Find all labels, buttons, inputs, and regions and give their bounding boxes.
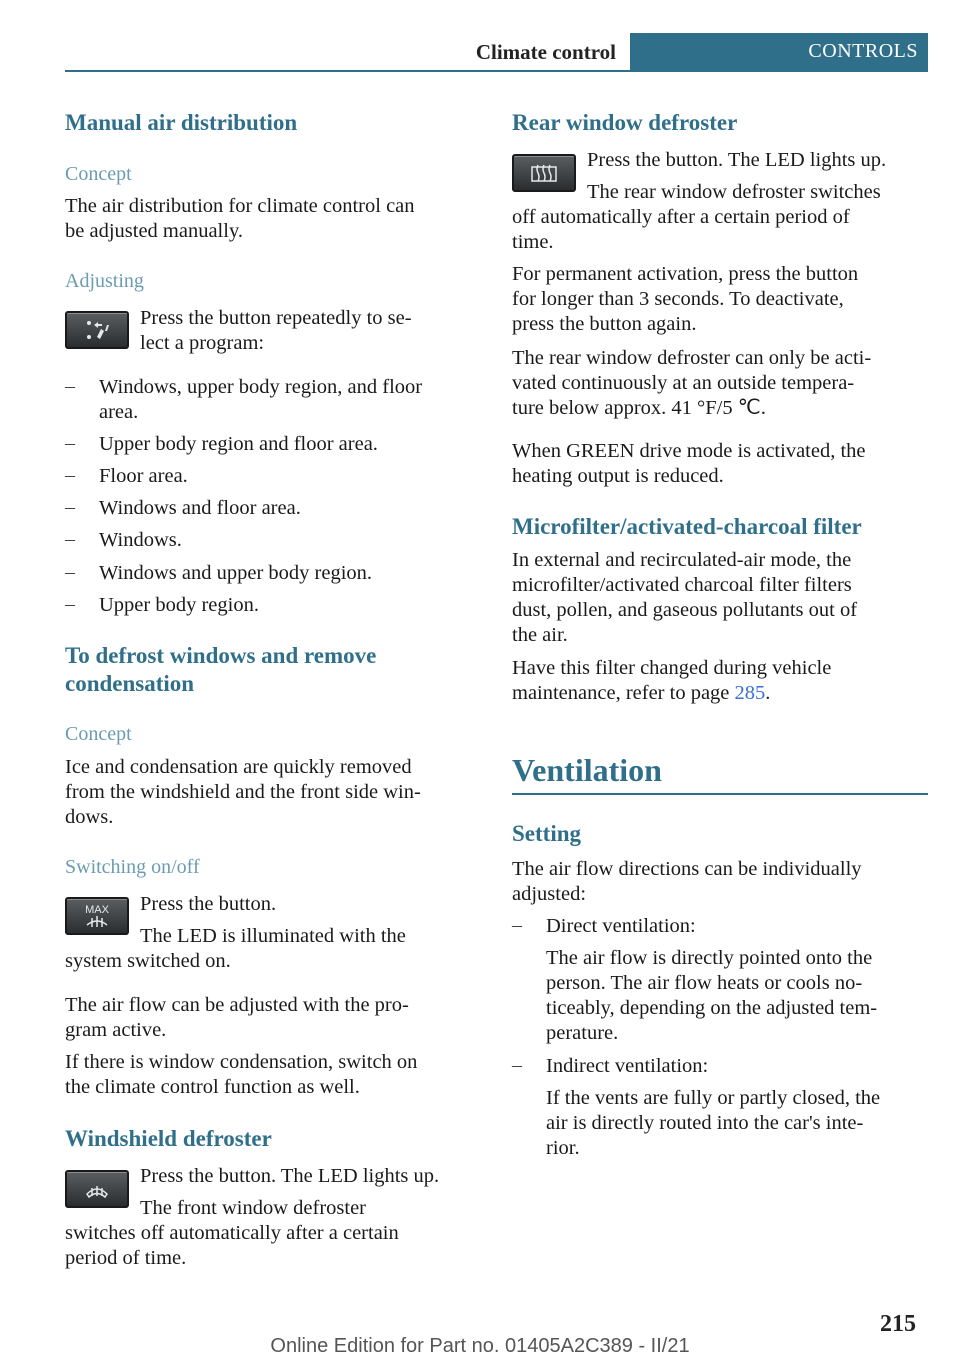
ventilation-rule xyxy=(512,793,928,795)
list-bullet: – xyxy=(65,561,75,583)
direct-line-3: ticeably, depending on the adjusted tem- xyxy=(546,997,878,1019)
indirect-line-3: rior. xyxy=(546,1137,580,1159)
heading-windshield: Windshield defroster xyxy=(65,1126,272,1151)
rear-text-line-4: time. xyxy=(512,231,554,253)
heading-defrost-line-2: condensation xyxy=(65,671,195,696)
windshield-text-line-3: switches off automatically after a certain xyxy=(65,1222,399,1244)
filter-line-3: dust, pollen, and gaseous pollutants out of xyxy=(512,599,858,621)
subheading-concept-1: Concept xyxy=(65,163,132,185)
heading-filter: Microfilter/activated-charcoal filter xyxy=(512,514,862,539)
continuous-line-1: The rear window defroster can only be acti- xyxy=(512,347,872,369)
rear-text-line-3: off automatically after a certain period of xyxy=(512,206,850,228)
direct-line-2: person. The air flow heats or cools no- xyxy=(546,972,863,994)
air-distribution-button xyxy=(65,311,129,349)
list-bullet: – xyxy=(65,593,75,615)
list-item: Windows. xyxy=(99,529,182,551)
direct-line-1: The air flow is directly pointed onto the xyxy=(546,947,873,969)
header-rule xyxy=(65,70,928,72)
list-bullet: – xyxy=(65,528,75,550)
indirect-line-1: If the vents are fully or partly closed, the xyxy=(546,1087,881,1109)
filter-page-ref-prefix: maintenance, refer to page xyxy=(512,682,735,704)
setting-intro-line-2: adjusted: xyxy=(512,883,587,905)
heading-manual-air: Manual air distribution xyxy=(65,110,298,135)
switch-text-line-2: The LED is illuminated with the xyxy=(140,925,406,947)
filter-page-ref-suffix: . xyxy=(765,682,771,704)
list-bullet: – xyxy=(65,496,75,518)
permanent-line-2: for longer than 3 seconds. To deactivate, xyxy=(512,288,844,310)
max-defrost-button xyxy=(65,897,129,935)
list-item: Windows and upper body region. xyxy=(99,562,373,584)
list-item: Windows, upper body region, and floor xyxy=(99,376,423,398)
rear-text-line-1: Press the button. The LED lights up. xyxy=(587,149,887,171)
concept-2-line-2: from the windshield and the front side win- xyxy=(65,781,421,803)
list-item: Windows and floor area. xyxy=(99,497,301,519)
condensation-line-2: the climate control function as well. xyxy=(65,1076,360,1098)
filter-line-4: the air. xyxy=(512,624,568,646)
heading-ventilation: Ventilation xyxy=(512,752,662,788)
subheading-adjusting: Adjusting xyxy=(65,270,144,292)
filter-line-6 xyxy=(512,681,770,706)
max-label: MAX xyxy=(85,904,109,916)
windshield-text-line-2: The front window defroster xyxy=(140,1197,367,1219)
list-item-cont: area. xyxy=(99,401,139,423)
concept-2-line-3: dows. xyxy=(65,806,114,828)
subheading-switching: Switching on/off xyxy=(65,856,200,878)
list-bullet: – xyxy=(65,464,75,486)
filter-line-2: microfilter/activated charcoal filter filters xyxy=(512,574,852,596)
concept-1-line-1: The air distribution for climate control can xyxy=(65,195,415,217)
airflow-line-2: gram active. xyxy=(65,1019,167,1041)
edition-footer: Online Edition for Part no. 01405A2C389 - II/21 xyxy=(270,1335,690,1357)
switch-text-line-1: Press the button. xyxy=(140,893,277,915)
list-bullet: – xyxy=(512,1054,522,1076)
windshield-defrost-icon xyxy=(67,1172,127,1206)
airflow-line-1: The air flow can be adjusted with the pro- xyxy=(65,994,409,1016)
rear-defrost-icon xyxy=(514,156,574,190)
green-mode-line-2: heating output is reduced. xyxy=(512,465,724,487)
rear-text-line-2: The rear window defroster switches xyxy=(587,181,881,203)
list-bullet: – xyxy=(65,375,75,397)
max-defrost-icon xyxy=(67,899,127,933)
direct-ventilation-label: Direct ventilation: xyxy=(546,915,696,937)
list-item: Upper body region. xyxy=(99,594,259,616)
list-bullet: – xyxy=(65,432,75,454)
windshield-text-line-1: Press the button. The LED lights up. xyxy=(140,1165,440,1187)
direct-line-4: perature. xyxy=(546,1022,619,1044)
adjust-text-line-1: Press the button repeatedly to se- xyxy=(140,307,412,329)
adjust-text-line-2: lect a program: xyxy=(140,332,265,354)
green-mode-line-1: When GREEN drive mode is activated, the xyxy=(512,440,866,462)
page-number: 215 xyxy=(880,1311,916,1337)
list-bullet: – xyxy=(512,914,522,936)
condensation-line-1: If there is window condensation, switch on xyxy=(65,1051,418,1073)
setting-intro-line-1: The air flow directions can be individually xyxy=(512,858,862,880)
permanent-line-1: For permanent activation, press the button xyxy=(512,263,859,285)
heading-defrost-line-1: To defrost windows and remove xyxy=(65,643,377,668)
air-distribution-icon xyxy=(67,313,127,347)
rear-defrost-button xyxy=(512,154,576,192)
filter-line-5: Have this filter changed during vehicle xyxy=(512,657,832,679)
concept-2-line-1: Ice and condensation are quickly removed xyxy=(65,756,412,778)
heading-setting: Setting xyxy=(512,821,581,846)
permanent-line-3: press the button again. xyxy=(512,313,697,335)
list-item: Upper body region and floor area. xyxy=(99,433,378,455)
continuous-line-2: vated continuously at an outside tempera- xyxy=(512,372,855,394)
concept-1-line-2: be adjusted manually. xyxy=(65,220,243,242)
windshield-text-line-4: period of time. xyxy=(65,1247,187,1269)
heading-rear-defroster: Rear window defroster xyxy=(512,110,738,135)
windshield-defrost-button xyxy=(65,1170,129,1208)
subheading-concept-2: Concept xyxy=(65,723,132,745)
list-item: Floor area. xyxy=(99,465,188,487)
filter-line-1: In external and recirculated-air mode, the xyxy=(512,549,852,571)
continuous-line-3: ture below approx. 41 °F/5 ℃. xyxy=(512,397,766,419)
header-section-title: Climate control xyxy=(475,40,616,64)
header-section-tab: CONTROLS xyxy=(630,33,928,70)
switch-text-line-3: system switched on. xyxy=(65,950,231,972)
indirect-ventilation-label: Indirect ventilation: xyxy=(546,1055,709,1077)
page-285-link[interactable]: 285 xyxy=(734,682,766,704)
indirect-line-2: air is directly routed into the car's inte- xyxy=(546,1112,864,1134)
